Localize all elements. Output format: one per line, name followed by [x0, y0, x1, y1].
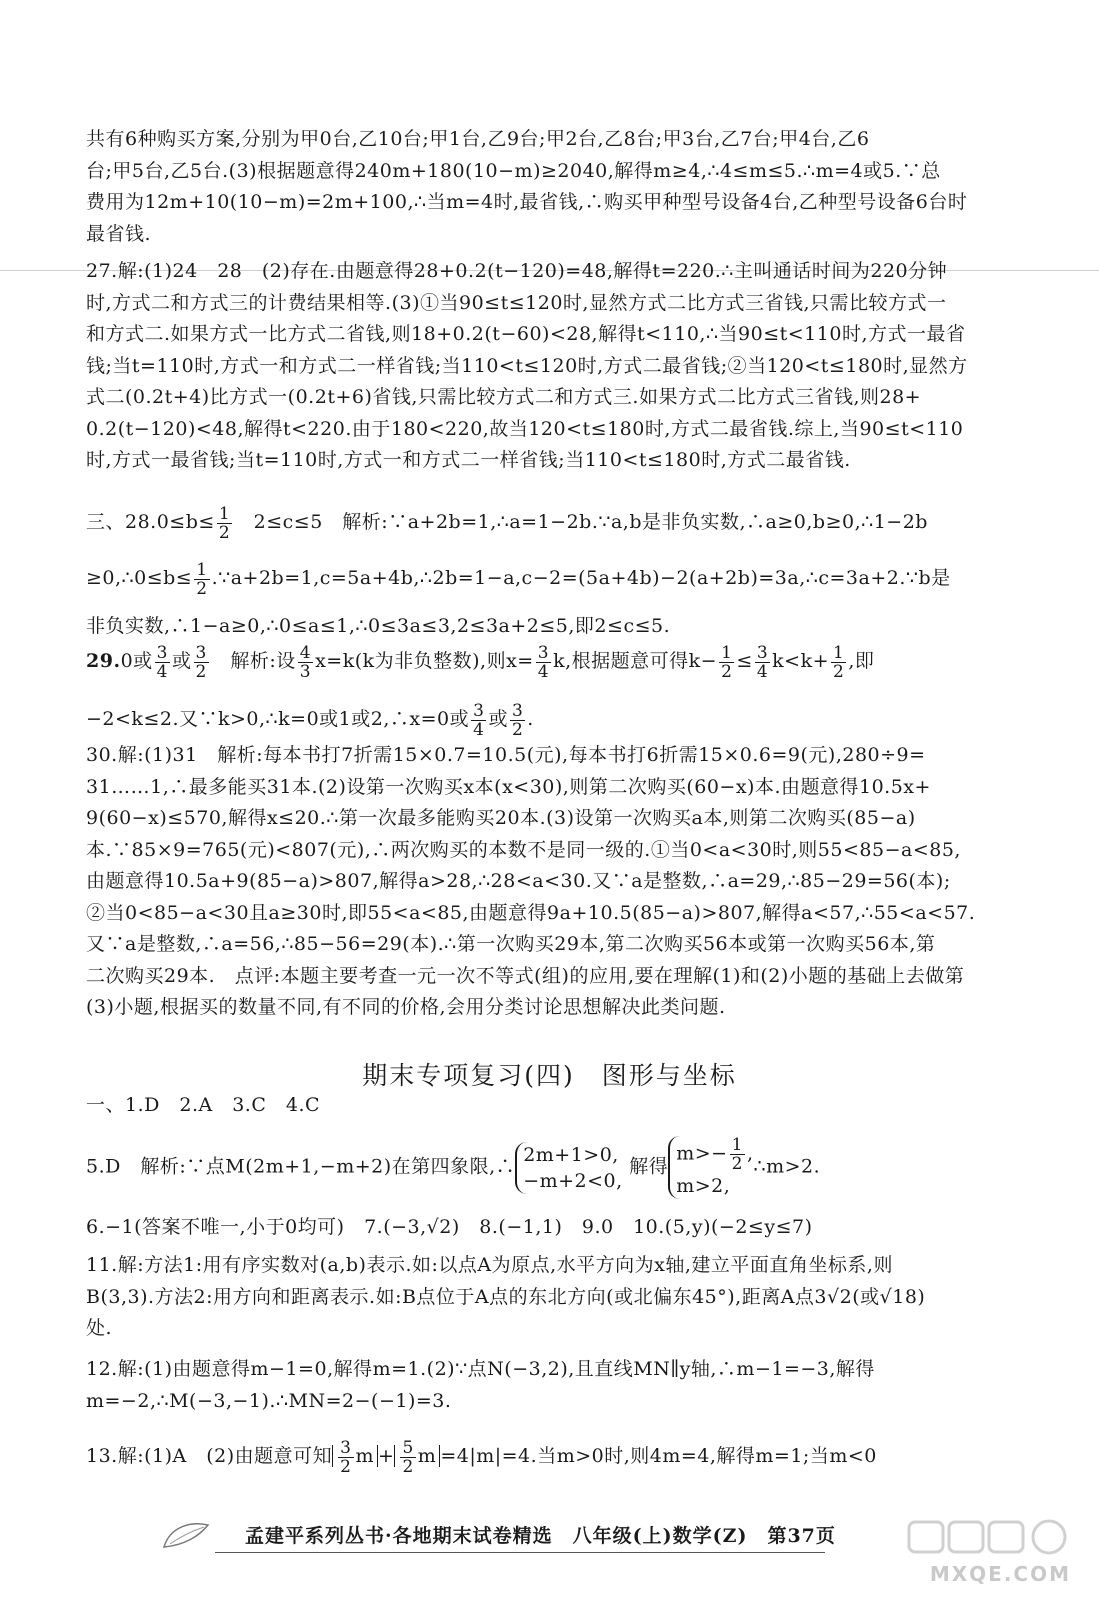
text-span: ∴m>2. — [753, 1155, 821, 1178]
numerator: 3 — [756, 642, 769, 663]
text-span: , — [746, 1142, 754, 1165]
denominator: 4 — [537, 661, 550, 682]
text-line: ②当0<85−a<30且a≥30时,即55<a<85,由题意得9a+10.5(85−a)>807,解得a<57,∴55<a<57. — [86, 901, 976, 924]
solution: m>2, — [676, 1175, 731, 1197]
fraction — [471, 702, 486, 739]
fraction — [155, 644, 170, 681]
text-span: 0或 — [120, 650, 153, 672]
solution — [676, 1136, 753, 1173]
numerator: 1 — [218, 503, 231, 524]
text-span: + — [378, 1445, 395, 1467]
fraction — [217, 505, 232, 542]
text-line: 31……1,∴最多能买31本.(2)设第一次购买x本(x<30),则第二次购买(60−x)本.由题意得10.5x+ — [86, 775, 931, 798]
text-line: 一、1.D 2.A 3.C 4.C — [86, 1094, 321, 1116]
text-span: m — [417, 1445, 437, 1467]
text-line: 本.∵85×9=765(元)<807(元),∴两次购买的本数不是同一级的.①当0<a<30时,则55<85−a<85, — [86, 838, 961, 861]
numerator: 5 — [402, 1437, 414, 1458]
text-span: −2<k≤2.又∵k>0,∴k=0或1或2,∴x=0或 — [86, 708, 470, 730]
text-line: 和方式二.如果方式一比方式二省钱,则18+0.2(t−60)<28,解得t<110,∴当90≤t<110时,方式一最省 — [86, 323, 966, 345]
text-span: . — [527, 708, 534, 730]
text-span: .∵a+2b=1,c=5a+4b,∴2b=1−a,c−2=(5a+4b)−2(a+2b)=3a,∴c=3a+2.∵b是 — [211, 567, 951, 589]
text-line — [86, 632, 1016, 690]
text-line: 9(60−x)≤570,解得x≤20.∴第一次最多能购买20本.(3)设第一次购买a本,则第二次购买(85−a) — [86, 807, 916, 829]
text-line: 共有6种购买方案,分别为甲0台,乙10台;甲1台,乙9台;甲2台,乙8台;甲3台,乙7台;甲4台,乙6 — [86, 128, 870, 150]
denominator: 2 — [195, 661, 207, 682]
text-line: 12.解:(1)由题意得m−1=0,解得m=1.(2)∵点N(−3,2),且直线MN∥y轴,∴m−1=−3,解得 — [86, 1358, 875, 1380]
text-line: 时,方式二和方式三的计费结果相等.(3)①当90≤t≤120时,显然方式二比方式三省钱,只需比较方式一 — [86, 291, 947, 314]
footer-divider — [215, 1552, 825, 1553]
text-span: 5.D 解析:∵点M(2m+1,−m+2)在第四象限,∴ — [86, 1155, 516, 1178]
text-span: 2≤c≤5 解析:∵a+2b=1,∴a=1−2b.∵a,b是非负实数,∴a≥0,b≥0,∴1−2b — [234, 511, 928, 533]
fraction — [730, 1136, 745, 1173]
fill-answers — [86, 1212, 1016, 1244]
denominator: 4 — [156, 661, 168, 682]
denominator: 2 — [731, 1154, 743, 1174]
section-title: 期末专项复习(四) 图形与坐标 — [362, 1061, 737, 1090]
text-line — [86, 550, 1016, 606]
q27-answer — [86, 256, 1016, 477]
denominator: 2 — [721, 661, 733, 682]
text-span: 13.解:(1)A (2)由题意可知 — [86, 1445, 333, 1467]
numerator: 1 — [721, 642, 733, 663]
q28-answer — [86, 494, 1016, 646]
numerator: 3 — [156, 642, 168, 663]
numerator: 3 — [340, 1437, 352, 1458]
text-span: x=k(k为非负整数),则x= — [315, 650, 534, 672]
text-span: ,即 — [848, 650, 875, 672]
text-line: 最省钱. — [86, 222, 152, 245]
text-line: 30.解:(1)31 解析:每本书打7折需15×0.7=10.5(元),每本书打6折需15×0.6=9(元),280÷9= — [86, 744, 926, 766]
text-line: (3)小题,根据买的数量不同,有不同的价格,会用分类讨论思想解决此类问题. — [86, 996, 726, 1018]
denominator: 2 — [402, 1456, 414, 1477]
fraction — [338, 1439, 353, 1476]
fraction — [194, 561, 209, 598]
numerator: 1 — [731, 1135, 743, 1155]
q30-answer — [86, 740, 1016, 1024]
denominator: 2 — [833, 661, 845, 682]
text-line: 6.−1(答案不唯一,小于0均可) 7.(−3,√2) 8.(−1,1) 9.0 10.(5,y)(−2≤y≤7) — [86, 1216, 813, 1238]
absolute-value — [394, 1437, 440, 1477]
footer-text: 孟建平系列丛书·各地期末试卷精选 八年级(上)数学(Z) 第37页 — [245, 1525, 836, 1547]
text-line: 处. — [86, 1317, 113, 1339]
fraction — [536, 644, 551, 681]
question-number: 29. — [86, 650, 121, 672]
fraction — [755, 644, 770, 681]
q29-answer — [86, 632, 1016, 748]
fraction — [400, 1439, 415, 1476]
text-line — [86, 1136, 1016, 1199]
q26-continuation — [86, 124, 1016, 250]
denominator: 2 — [511, 719, 524, 740]
text-line: 式二(0.2t+4)比方式一(0.2t+6)省钱,只需比较方式二和方式三.如果方式二比方式三省钱,则28+ — [86, 386, 922, 408]
text-span: k<k+ — [772, 650, 830, 672]
text-span: 0≤b≤ — [156, 511, 215, 533]
absolute-value — [332, 1437, 378, 1477]
denominator: 4 — [473, 719, 485, 740]
numerator: 1 — [833, 642, 845, 663]
text-line: m=−2,∴M(−3,−1).∴MN=2−(−1)=3. — [86, 1389, 452, 1412]
fraction — [719, 644, 734, 681]
q5-answer — [86, 1136, 1016, 1199]
text-span: =4|m|=4.当m>0时,则4m=4,解得m=1;当m<0 — [440, 1445, 877, 1467]
text-line: 台;甲5台,乙5台.(3)根据题意得240m+180(10−m)≥2040,解得m≥4,∴4≤m≤5.∴m=4或5.∵总 — [86, 159, 941, 182]
text-span: ≤ — [736, 650, 753, 672]
text-line: 0.2(t−120)<48,解得t<220.由于180<220,故当120<t≤180时,方式二最省钱.综上,当90≤t<110 — [86, 417, 964, 440]
fraction — [831, 644, 846, 681]
text-line — [86, 1428, 1016, 1484]
denominator: 3 — [299, 661, 312, 682]
denominator: 2 — [340, 1456, 352, 1477]
text-line: B(3,3).方法2:用方向和距离表示.如:B点位于A点的东北方向(或北偏东45°),距离A点3√2(或√18) — [86, 1285, 926, 1308]
text-span: m>− — [676, 1142, 728, 1165]
text-line: 二次购买29本. 点评:本题主要考查一元一次不等式(组)的应用,要在理解(1)和(2)小题的基础上去做第 — [86, 964, 965, 987]
inequality: 2m+1>0, — [523, 1143, 619, 1166]
text-line: 又∵a是整数,∴a=56,∴85−56=29(本).∴第一次购买29本,第二次购买56本或第一次购买56本,第 — [86, 933, 936, 955]
q12-answer — [86, 1354, 1016, 1417]
numerator: 3 — [473, 700, 485, 721]
text-span: 解析:设 — [210, 650, 296, 672]
numerator: 3 — [511, 700, 524, 721]
text-line — [86, 494, 1016, 550]
choice-answers — [86, 1090, 1016, 1122]
text-span: 解得 — [629, 1155, 669, 1178]
leaf-logo-icon — [160, 1517, 220, 1551]
text-line: 27.解:(1)24 28 (2)存在.由题意得28+0.2(t−120)=48,解得t=220.∴主叫通话时间为220分钟 — [86, 260, 948, 282]
text-line: 钱;当t=110时,方式一和方式二一样省钱;当110<t≤120时,方式二最省钱;②当120<t≤180时,显然方 — [86, 354, 968, 377]
text-line: 11.解:方法1:用有序实数对(a,b)表示.如:以点A为原点,水平方向为x轴,建立平面直角坐标系,则 — [86, 1254, 893, 1276]
numerator: 3 — [195, 642, 207, 663]
denominator: 2 — [218, 522, 231, 543]
numerator: 1 — [196, 559, 208, 580]
fraction — [510, 702, 525, 739]
q28-prefix: 三、28. — [86, 511, 157, 533]
text-line: 非负实数,∴1−a≥0,∴0≤a≤1,∴0≤3a≤3,2≤3a+2≤5,即2≤c≤5. — [86, 615, 671, 637]
text-span: 或 — [171, 650, 192, 672]
numerator: 4 — [299, 642, 312, 663]
text-line: 时,方式一最省钱;当t=110时,方式一和方式二一样省钱;当110<t≤180时,方式二最省钱. — [86, 449, 851, 471]
denominator: 4 — [756, 661, 769, 682]
text-span: 或 — [488, 708, 508, 730]
denominator: 2 — [196, 578, 208, 599]
watermark-text: MXQE.COM — [929, 1562, 1071, 1586]
fraction — [298, 644, 313, 681]
fraction — [194, 644, 209, 681]
text-span: k,根据题意可得k− — [553, 650, 718, 672]
solution-system — [668, 1136, 753, 1199]
q11-answer — [86, 1250, 1016, 1345]
q13-answer — [86, 1428, 1016, 1484]
numerator: 3 — [537, 642, 550, 663]
text-line: 费用为12m+10(10−m)=2m+100,∴当m=4时,最省钱,∴购买甲种型号设备4台,乙种型号设备6台时 — [86, 191, 968, 213]
inequality: −m+2<0, — [523, 1169, 623, 1192]
text-span: ≥0,∴0≤b≤ — [86, 567, 193, 589]
text-line: 由题意得10.5a+9(85−a)>807,解得a>28,∴28<a<30.又∵a是整数,∴a=29,∴85−29=56(本); — [86, 870, 951, 892]
inequality-system — [515, 1142, 623, 1194]
text-span: m — [355, 1445, 375, 1467]
